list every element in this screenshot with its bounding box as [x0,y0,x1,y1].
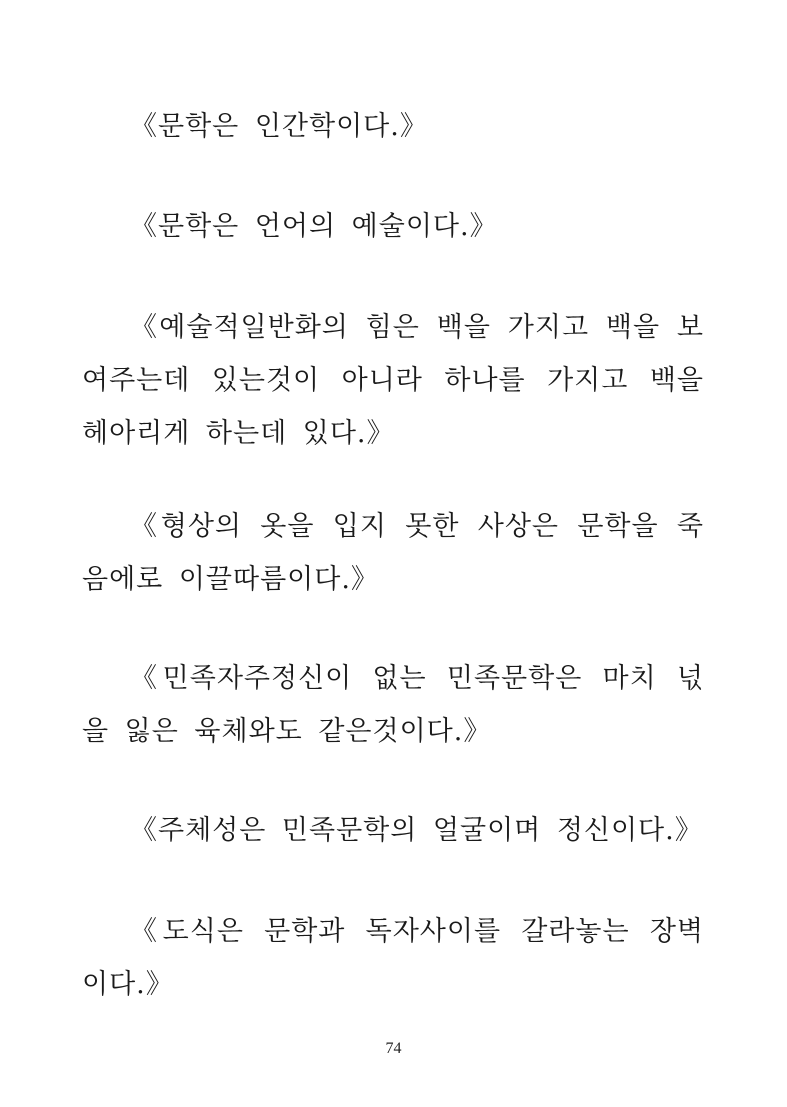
quote-2: 《문학은 언어의 예술이다.》 [130,211,498,242]
quote-5: 《민족자주정신이 없는 민족문학은 마치 넋을 잃은 육체와도 같은것이다.》 [82,663,704,747]
quote-6: 《주체성은 민족문학의 얼굴이며 정신이다.》 [130,815,703,846]
quote-7: 《도식은 문학과 독자사이를 갈라놓는 장벽이다.》 [82,916,704,1000]
quote-1: 《문학은 인간학이다.》 [130,111,428,142]
page-number: 74 [385,1040,402,1057]
quote-3: 《예술적일반화의 힘은 백을 가지고 백을 보여주는데 있는것이 아니라 하나를 가지고 백을 헤아리게 하는데 있다.》 [82,312,704,449]
quote-4: 《형상의 옷을 입지 못한 사상은 문학을 죽음에로 이끌따름이다.》 [82,511,704,595]
